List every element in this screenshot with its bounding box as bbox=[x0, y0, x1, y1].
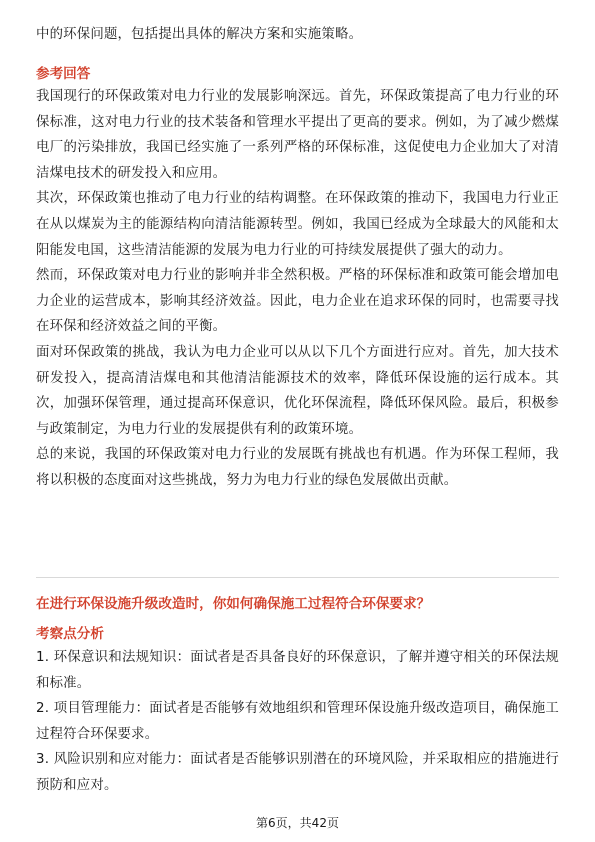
analysis-item: 3. 风险识别和应对能力：面试者是否能够识别潜在的环境风险，并采取相应的措施进行预防和应对。 bbox=[36, 752, 559, 793]
answer-body bbox=[36, 84, 559, 494]
analysis-item: 1. 环保意识和法规知识：面试者是否具备良好的环保意识，了解并遵守相关的环保法规和标准。 bbox=[36, 650, 559, 691]
question-heading: 在进行环保设施升级改造时，你如何确保施工过程符合环保要求？ bbox=[36, 596, 431, 612]
section-divider bbox=[36, 577, 559, 578]
lead-paragraph: 中的环保问题，包括提出具体的解决方案和实施策略。 bbox=[36, 27, 363, 42]
analysis-list bbox=[36, 645, 559, 799]
answer-paragraph: 我国现行的环保政策对电力行业的发展影响深远。首先，环保政策提高了电力行业的环保标准，这对电力行业的技术装备和管理水平提出了更高的要求。例如，为了减少燃煤电厂的污染排放，我国已经实施了一系列严格的环保标准，这促使电力企业加大了对清洁煤电技术的研发投入和应用。 bbox=[36, 89, 559, 181]
analysis-heading: 考察点分析 bbox=[36, 626, 104, 642]
answer-paragraph: 总的来说，我国的环保政策对电力行业的发展既有挑战也有机遇。作为环保工程师，我将以积极的态度面对这些挑战，努力为电力行业的绿色发展做出贡献。 bbox=[36, 447, 559, 488]
answer-paragraph: 然而，环保政策对电力行业的影响并非全然积极。严格的环保标准和政策可能会增加电力企业的运营成本，影响其经济效益。因此，电力企业在追求环保的同时，也需要寻找在环保和经济效益之间的平衡。 bbox=[36, 268, 559, 335]
page-footer: 第6页，共42页 bbox=[256, 816, 339, 830]
answer-paragraph: 面对环保政策的挑战，我认为电力企业可以从以下几个方面进行应对。首先，加大技术研发投入，提高清洁煤电和其他清洁能源技术的效率，降低环保设施的运行成本。其次，加强环保管理，通过提高环保意识，优化环保流程，降低环保风险。最后，积极参与政策制定，为电力行业的发展提供有利的政策环境。 bbox=[36, 344, 559, 437]
reference-answer-heading: 参考回答 bbox=[36, 66, 91, 82]
answer-paragraph: 其次，环保政策也推动了电力行业的结构调整。在环保政策的推动下，我国电力行业正在从以煤炭为主的能源结构向清洁能源转型。例如，我国已经成为全球最大的风能和太阳能发电国，这些清洁能源的发展为电力行业的可持续发展提供了强大的动力。 bbox=[36, 191, 559, 258]
analysis-item: 2. 项目管理能力：面试者是否能够有效地组织和管理环保设施升级改造项目，确保施工过程符合环保要求。 bbox=[36, 701, 559, 742]
